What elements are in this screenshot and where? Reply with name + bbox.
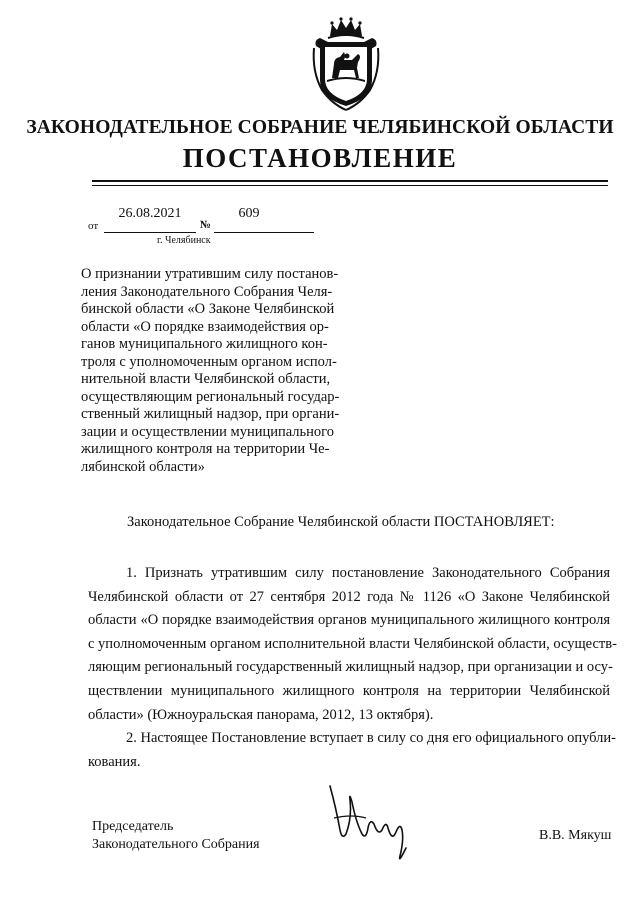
handwritten-signature — [322, 778, 414, 870]
signatory-position — [92, 818, 260, 854]
subject-line: ственный жилищный надзор, при органи- — [81, 406, 340, 422]
issue-city: г. Челябинск — [157, 235, 211, 246]
preamble: Законодательное Собрание Челябинской области ПОСТАНОВЛЯЕТ: — [127, 514, 555, 530]
document-date: 26.08.2021 — [118, 206, 182, 221]
subject-line: жилищного контроля на территории Че- — [81, 441, 330, 457]
body-line: Челябинской области от 27 сентября 2012 года № 1126 «О Законе Челябинской — [88, 588, 610, 605]
subject-line: зации и осуществлении муниципального — [81, 423, 335, 440]
body-line: 1. Признать утратившим силу постановление Законодательного Собрания — [126, 565, 610, 581]
number-underline — [214, 232, 314, 233]
subject-line: ления Законодательного Собрания Челя- — [81, 283, 333, 300]
subject-line: О признании утратившим силу постанов- — [81, 266, 339, 282]
subject-line: бинской области «О Законе Челябинской — [81, 301, 335, 317]
signer-name: В.В. Мякуш — [539, 828, 612, 843]
body-line: кования. — [88, 753, 141, 770]
coat-of-arms-icon — [310, 12, 382, 112]
position-line: Председатель — [92, 819, 174, 834]
body-line: с уполномоченным органом исполнительной власти Челябинской области, осуществ- — [88, 635, 617, 652]
position-line: Законодательного Собрания — [92, 837, 260, 852]
subject-line: нительной власти Челябинской области, — [81, 371, 331, 387]
subject-line: области «О порядке взаимодействия ор- — [81, 318, 329, 335]
date-prefix: от — [88, 220, 99, 232]
subject-line: лябинской области» — [81, 458, 205, 475]
subject-line: осуществляющим региональный государ- — [81, 388, 340, 405]
date-underline — [104, 232, 196, 233]
number-prefix: № — [200, 219, 212, 231]
document-number: 609 — [238, 206, 260, 221]
body-line: 2. Настоящее Постановление вступает в силу со дня его официального опубли- — [126, 730, 616, 747]
body-line: ляющим региональный государственный жилищный надзор, при организации и осу- — [88, 659, 613, 676]
subject-line: троля с уполномоченным органом испол- — [81, 353, 337, 370]
resolution-body — [88, 562, 617, 774]
document-type-title: ПОСТАНОВЛЕНИЕ — [182, 143, 458, 173]
body-line: области «О порядке взаимодействия органов муниципального жилищного контроля — [88, 612, 610, 629]
body-line: области» (Южноуральская панорама, 2012, 13 октября). — [88, 706, 434, 723]
header-rule-thick — [92, 180, 608, 182]
document-subject — [81, 266, 338, 476]
header-rule-thin — [92, 185, 608, 186]
body-line: ществлении муниципального жилищного контроля на территории Челябинской — [88, 682, 610, 699]
organization-title: ЗАКОНОДАТЕЛЬНОЕ СОБРАНИЕ ЧЕЛЯБИНСКОЙ ОБЛАСТИ — [26, 117, 614, 138]
subject-line: ганов муниципального жилищного кон- — [81, 336, 328, 352]
